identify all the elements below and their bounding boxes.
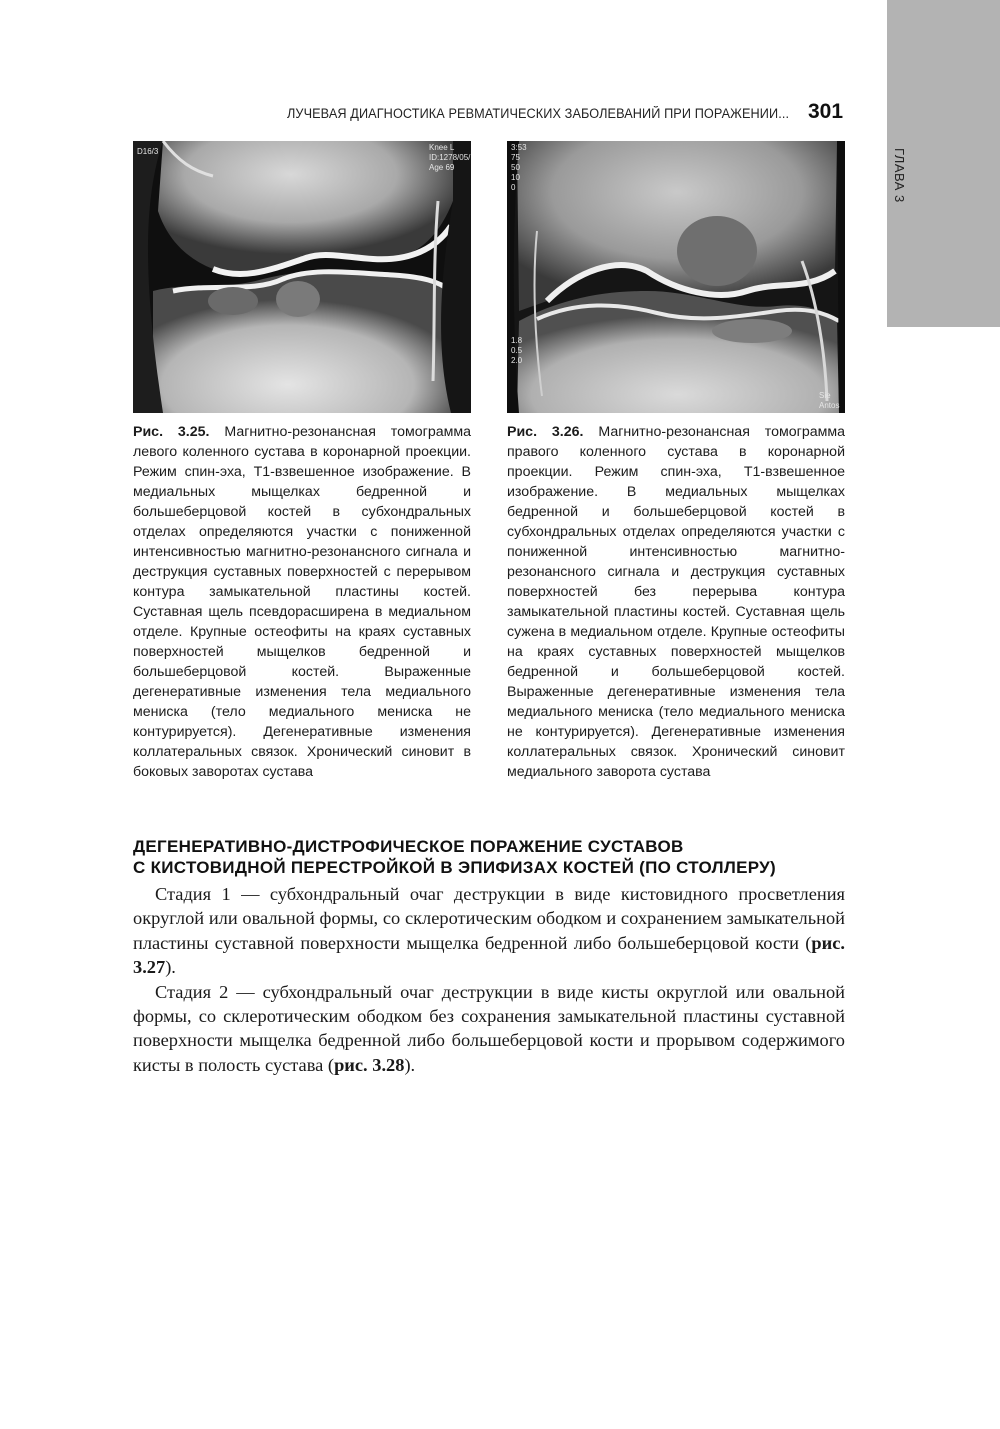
page-number: 301 [808, 100, 844, 123]
figure-3-25-label: Рис. 3.25. [133, 424, 210, 440]
figure-3-26-caption-text: Магнитно-резонансная томограмма правого коленного сустава в коронарной проекции. Режим спин-эха, Т1-взвешенное изображение. В медиальных мыщелках бедренной и большеберцовой костей в субхондральных отделах определяются участки с пониженной интенсивностью магнитно-резонансного сигнала и деструкция суставных поверхностей без перерыва контура замыкательной пластины костей. Суставная щель сужена в медиальном отделе. Крупные остеофиты на краях суставных поверхностей мыщелков бедренной и большеберцовой костей. Выраженные дегенеративные изменения тела медиального мениска (тело медиального мениска не контурируется). Дегенеративные изменения коллатеральных связок. Хронический синовит медиального заворота сустава [507, 424, 845, 780]
section-heading-line-2: С КИСТОВИДНОЙ ПЕРЕСТРОЙКОЙ В ЭПИФИЗАХ КОСТЕЙ (ПО СТОЛЛЕРУ) [133, 858, 777, 877]
figure-3-26-mri-image [507, 141, 845, 413]
figure-3-27-reference: рис. 3.27 [133, 932, 845, 978]
mri-left-knee-illustration [133, 141, 471, 413]
figure-3-26-caption [507, 422, 845, 782]
section-heading [133, 836, 845, 878]
paragraph-stage-1-tail: ). [165, 957, 176, 978]
mri-right-label-params: 1.8 0.5 2.0 [511, 336, 523, 365]
mri-right-label-device: Sie Antos [819, 391, 840, 410]
section-heading-line-1: ДЕГЕНЕРАТИВНО-ДИСТРОФИЧЕСКОЕ ПОРАЖЕНИЕ СУСТАВОВ [133, 837, 684, 856]
body-text [133, 882, 845, 1077]
chapter-label: ГЛАВА 3 [892, 148, 907, 203]
paragraph-stage-2 [133, 980, 845, 1078]
paragraph-stage-1 [133, 882, 845, 980]
figure-3-25-caption-text: Магнитно-резонансная томограмма левого коленного сустава в коронарной проекции. Режим спин-эха, Т1-взвешенное изображение. В медиальных мыщелках бедренной и большеберцовой костей в субхондральных отделах определяются участки с пониженной интенсивностью магнитно-резонансного сигнала и деструкция суставных поверхностей с перерывом контура замыкательной пластины костей. Суставная щель псевдорасширена в медиальном отделе. Крупные остеофиты на краях суставных поверхностей мыщелков бедренной и большеберцовой костей. Выраженные дегенеративные изменения тела медиального мениска (тело медиального мениска не контурируется). Дегенеративные изменения коллатеральных связок. Хронический синовит в боковых заворотах сустава [133, 424, 471, 780]
paragraph-stage-1-text: Стадия 1 — субхондральный очаг деструкции в виде кистовидного просветления округлой или овальной формы, со склеротическим ободком и сохранением замыкательной пластины суставной поверхности мыщелка бедренной либо большеберцовой кости ( [133, 884, 845, 953]
mri-right-knee-illustration [507, 141, 845, 413]
figure-3-25-mri-image [133, 141, 471, 413]
mri-left-label-patient: Knee L ID:1278/05/ Age 69 [429, 143, 471, 172]
figure-3-28-reference: рис. 3.28 [334, 1054, 405, 1075]
figure-3-25-caption [133, 422, 471, 782]
running-header-title: ЛУЧЕВАЯ ДИАГНОСТИКА РЕВМАТИЧЕСКИХ ЗАБОЛЕВАНИЙ ПРИ ПОРАЖЕНИИ... [287, 106, 790, 121]
paragraph-stage-2-text: Стадия 2 — субхондральный очаг деструкции в виде кисты округлой или овальной формы, со склеротическим ободком без сохранения замыкательной пластины суставной поверхности мыщелка бедренной либо большеберцовой кости и прорывом содержимого кисты в полость сустава ( [133, 981, 845, 1075]
paragraph-stage-2-tail: ). [404, 1054, 416, 1075]
mri-right-label-scale: 3:53 75 50 10 0 [511, 143, 527, 192]
mri-left-label-series: D16/3 [137, 147, 159, 156]
figure-3-26-label: Рис. 3.26. [507, 424, 584, 440]
